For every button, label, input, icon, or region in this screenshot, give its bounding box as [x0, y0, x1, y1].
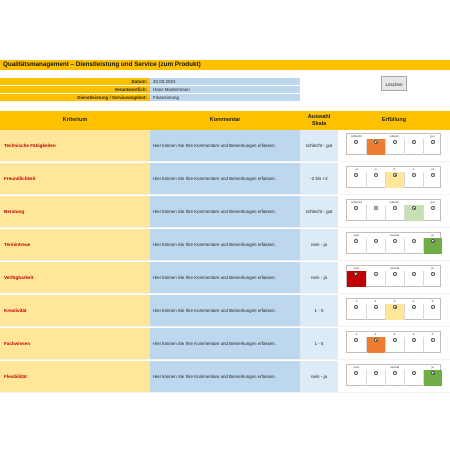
- comment-field[interactable]: Hier können Sie Ihre Kommentare und Bemerkungen erfassen.: [150, 328, 300, 360]
- radio-icon[interactable]: [412, 371, 416, 375]
- rating-scale: [346, 166, 441, 188]
- header-skala: Auswahl Skala: [300, 111, 338, 130]
- scale-select[interactable]: schlecht - gut: [300, 196, 338, 228]
- rating-cell: [338, 295, 450, 327]
- table-row: [0, 130, 450, 162]
- criterion-label: Fachwissen: [0, 328, 150, 360]
- scale-label: nein: [353, 365, 360, 369]
- scale-option[interactable]: [423, 238, 442, 254]
- rating-scale: [346, 364, 441, 386]
- comment-field[interactable]: Hier können Sie Ihre Kommentare und Bemerkungen erfassen.: [150, 361, 300, 393]
- scale-select[interactable]: nein - ja: [300, 361, 338, 393]
- scale-option[interactable]: [385, 370, 404, 386]
- radio-icon[interactable]: [374, 272, 378, 276]
- scale-option[interactable]: [347, 271, 366, 287]
- scale-label: 3: [393, 332, 396, 336]
- scale-option[interactable]: [385, 238, 404, 254]
- table-row: [0, 262, 450, 294]
- scale-select[interactable]: 1 - 5: [300, 295, 338, 327]
- scale-option[interactable]: [347, 172, 366, 188]
- scale-option[interactable]: [366, 139, 385, 155]
- rating-cell: [338, 262, 450, 294]
- radio-icon[interactable]: [393, 206, 397, 210]
- radio-selected-icon[interactable]: [374, 338, 378, 342]
- scale-option[interactable]: [423, 271, 442, 287]
- rating-cell: [338, 229, 450, 261]
- scale-option[interactable]: [347, 205, 366, 221]
- scale-label: neutral: [389, 266, 400, 270]
- criterion-label: Beratung: [0, 196, 150, 228]
- comment-field[interactable]: Hier können Sie Ihre Kommentare und Bemerkungen erfassen.: [150, 295, 300, 327]
- table-header: [0, 111, 450, 130]
- radio-icon[interactable]: [393, 272, 397, 276]
- scale-label: schlecht: [350, 200, 362, 204]
- scale-option[interactable]: [385, 271, 404, 287]
- radio-icon[interactable]: [374, 206, 378, 210]
- radio-icon[interactable]: [412, 305, 416, 309]
- criterion-label: Kreativität: [0, 295, 150, 327]
- scale-options: [347, 238, 442, 254]
- scale-options: [347, 139, 442, 155]
- radio-icon[interactable]: [374, 305, 378, 309]
- scale-label: 3: [393, 299, 396, 303]
- header-erfuellung: Erfüllung: [338, 111, 450, 130]
- scale-label: 1: [412, 167, 415, 171]
- scale-label: ja: [431, 365, 434, 369]
- radio-icon[interactable]: [374, 239, 378, 243]
- scale-option[interactable]: [366, 205, 385, 221]
- radio-icon[interactable]: [431, 338, 435, 342]
- radio-selected-icon[interactable]: [393, 173, 397, 177]
- scale-select[interactable]: 1 - 5: [300, 328, 338, 360]
- scale-option[interactable]: [347, 238, 366, 254]
- radio-icon[interactable]: [354, 140, 358, 144]
- responsible-field[interactable]: Hans Mustermann: [150, 86, 300, 94]
- comment-field[interactable]: Hier können Sie Ihre Kommentare und Bemerkungen erfassen.: [150, 163, 300, 195]
- radio-icon[interactable]: [412, 173, 416, 177]
- radio-selected-icon[interactable]: [412, 206, 416, 210]
- scale-option[interactable]: [404, 238, 423, 254]
- scale-option[interactable]: [385, 172, 404, 188]
- scale-option[interactable]: [423, 370, 442, 386]
- scale-label: -1: [374, 167, 377, 171]
- radio-icon[interactable]: [393, 371, 397, 375]
- radio-icon[interactable]: [412, 338, 416, 342]
- scale-option[interactable]: [347, 139, 366, 155]
- meta-label: Verantwortlich:: [0, 86, 150, 94]
- rating-scale: [346, 298, 441, 320]
- criterion-label: Flexibilität: [0, 361, 150, 393]
- rating-cell: [338, 196, 450, 228]
- rating-scale: [346, 232, 441, 254]
- scale-label: mittelm.: [389, 200, 400, 204]
- scale-option[interactable]: [404, 139, 423, 155]
- table-row: [0, 328, 450, 360]
- radio-icon[interactable]: [431, 305, 435, 309]
- criterion-label: Technische Fähigkeiten: [0, 130, 150, 162]
- scale-options: [347, 337, 442, 353]
- scale-label: nein: [353, 266, 360, 270]
- radio-icon[interactable]: [393, 338, 397, 342]
- scale-option[interactable]: [347, 370, 366, 386]
- rating-cell: [338, 130, 450, 162]
- criterion-label: Termintreue: [0, 229, 150, 261]
- scale-option[interactable]: [366, 238, 385, 254]
- rating-scale: [346, 331, 441, 353]
- radio-selected-icon[interactable]: [374, 140, 378, 144]
- table-row: [0, 196, 450, 228]
- criterion-label: Freundlichkeit: [0, 163, 150, 195]
- scale-option[interactable]: [347, 337, 366, 353]
- scale-select[interactable]: nein - ja: [300, 262, 338, 294]
- scale-label: mittelm.: [389, 134, 400, 138]
- scale-label: 1: [355, 332, 358, 336]
- comment-field[interactable]: Hier können Sie Ihre Kommentare und Bemerkungen erfassen.: [150, 262, 300, 294]
- radio-icon[interactable]: [431, 173, 435, 177]
- radio-icon[interactable]: [431, 272, 435, 276]
- radio-icon[interactable]: [431, 206, 435, 210]
- scale-option[interactable]: [385, 205, 404, 221]
- radio-icon[interactable]: [354, 173, 358, 177]
- radio-icon[interactable]: [354, 338, 358, 342]
- radio-icon[interactable]: [374, 173, 378, 177]
- clear-button[interactable]: Löschen: [381, 76, 407, 91]
- radio-icon[interactable]: [354, 239, 358, 243]
- radio-icon[interactable]: [354, 305, 358, 309]
- scale-option[interactable]: [366, 337, 385, 353]
- scale-label: 1: [355, 299, 358, 303]
- scale-options: [347, 271, 442, 287]
- comment-field[interactable]: Hier können Sie Ihre Kommentare und Bemerkungen erfassen.: [150, 196, 300, 228]
- header-kommentar: Kommentar: [150, 111, 300, 130]
- scale-label: ja: [431, 233, 434, 237]
- scale-option[interactable]: [404, 172, 423, 188]
- header-kriterium: Kriterium: [0, 111, 150, 130]
- rating-scale: [346, 265, 441, 287]
- rating-cell: [338, 361, 450, 393]
- comment-field[interactable]: Hier können Sie Ihre Kommentare und Bemerkungen erfassen.: [150, 229, 300, 261]
- radio-selected-icon[interactable]: [354, 272, 358, 276]
- radio-icon[interactable]: [393, 140, 397, 144]
- criterion-label: Verfügbarkeit: [0, 262, 150, 294]
- rating-cell: [338, 328, 450, 360]
- rating-cell: [338, 163, 450, 195]
- date-field[interactable]: 20.03.2024: [150, 78, 300, 86]
- scale-options: [347, 172, 442, 188]
- scale-label: neutral: [389, 233, 400, 237]
- table-row: [0, 361, 450, 393]
- scale-label: 0: [393, 167, 396, 171]
- scale-option[interactable]: [404, 304, 423, 320]
- scale-option[interactable]: [366, 370, 385, 386]
- scale-option[interactable]: [423, 172, 442, 188]
- radio-icon[interactable]: [412, 140, 416, 144]
- scale-select[interactable]: nein - ja: [300, 229, 338, 261]
- scale-option[interactable]: [423, 304, 442, 320]
- service-field[interactable]: Finanzierung: [150, 94, 300, 102]
- scale-label: ja: [431, 266, 434, 270]
- comment-field[interactable]: Hier können Sie Ihre Kommentare und Bemerkungen erfassen.: [150, 130, 300, 162]
- scale-label: 4: [412, 332, 415, 336]
- meta-row-service: [0, 94, 300, 102]
- rating-scale: [346, 133, 441, 155]
- meta-row-responsible: [0, 86, 300, 94]
- scale-label: +2: [430, 167, 435, 171]
- scale-option[interactable]: [423, 337, 442, 353]
- scale-label: 2: [374, 299, 377, 303]
- scale-options: [347, 370, 442, 386]
- scale-label: 5: [431, 332, 434, 336]
- scale-option[interactable]: [366, 172, 385, 188]
- scale-label: gut: [430, 200, 435, 204]
- scale-label: gut: [430, 134, 435, 138]
- scale-label: 4: [412, 299, 415, 303]
- scale-label: nein: [353, 233, 360, 237]
- radio-icon[interactable]: [412, 272, 416, 276]
- scale-option[interactable]: [385, 139, 404, 155]
- scale-select[interactable]: schlecht - gut: [300, 130, 338, 162]
- radio-icon[interactable]: [393, 239, 397, 243]
- scale-options: [347, 304, 442, 320]
- scale-option[interactable]: [347, 304, 366, 320]
- scale-option[interactable]: [404, 337, 423, 353]
- scale-label: 5: [431, 299, 434, 303]
- radio-icon[interactable]: [354, 206, 358, 210]
- radio-selected-icon[interactable]: [393, 305, 397, 309]
- scale-option[interactable]: [385, 337, 404, 353]
- table-row: [0, 163, 450, 195]
- scale-label: 2: [374, 332, 377, 336]
- scale-label: schlecht: [350, 134, 362, 138]
- radio-selected-icon[interactable]: [431, 239, 435, 243]
- table-row: [0, 295, 450, 327]
- scale-option[interactable]: [366, 304, 385, 320]
- scale-option[interactable]: [404, 205, 423, 221]
- scale-option[interactable]: [366, 271, 385, 287]
- meta-label: Datum:: [0, 78, 150, 86]
- radio-icon[interactable]: [374, 371, 378, 375]
- scale-option[interactable]: [404, 271, 423, 287]
- scale-option[interactable]: [385, 304, 404, 320]
- meta-label: Dienstleistung / Serviceangebot:: [0, 94, 150, 102]
- table-row: [0, 229, 450, 261]
- meta-row-date: [0, 78, 300, 86]
- scale-option[interactable]: [423, 139, 442, 155]
- rating-scale: [346, 199, 441, 221]
- scale-options: [347, 205, 442, 221]
- scale-select[interactable]: -2 bis +2: [300, 163, 338, 195]
- scale-option[interactable]: [423, 205, 442, 221]
- radio-icon[interactable]: [412, 239, 416, 243]
- radio-selected-icon[interactable]: [431, 371, 435, 375]
- scale-option[interactable]: [404, 370, 423, 386]
- radio-icon[interactable]: [431, 140, 435, 144]
- scale-label: neutral: [389, 365, 400, 369]
- radio-icon[interactable]: [354, 371, 358, 375]
- scale-label: -2: [355, 167, 358, 171]
- page-title: Qualitätsmanagement – Dienstleistung und Service (zum Produkt): [0, 60, 450, 70]
